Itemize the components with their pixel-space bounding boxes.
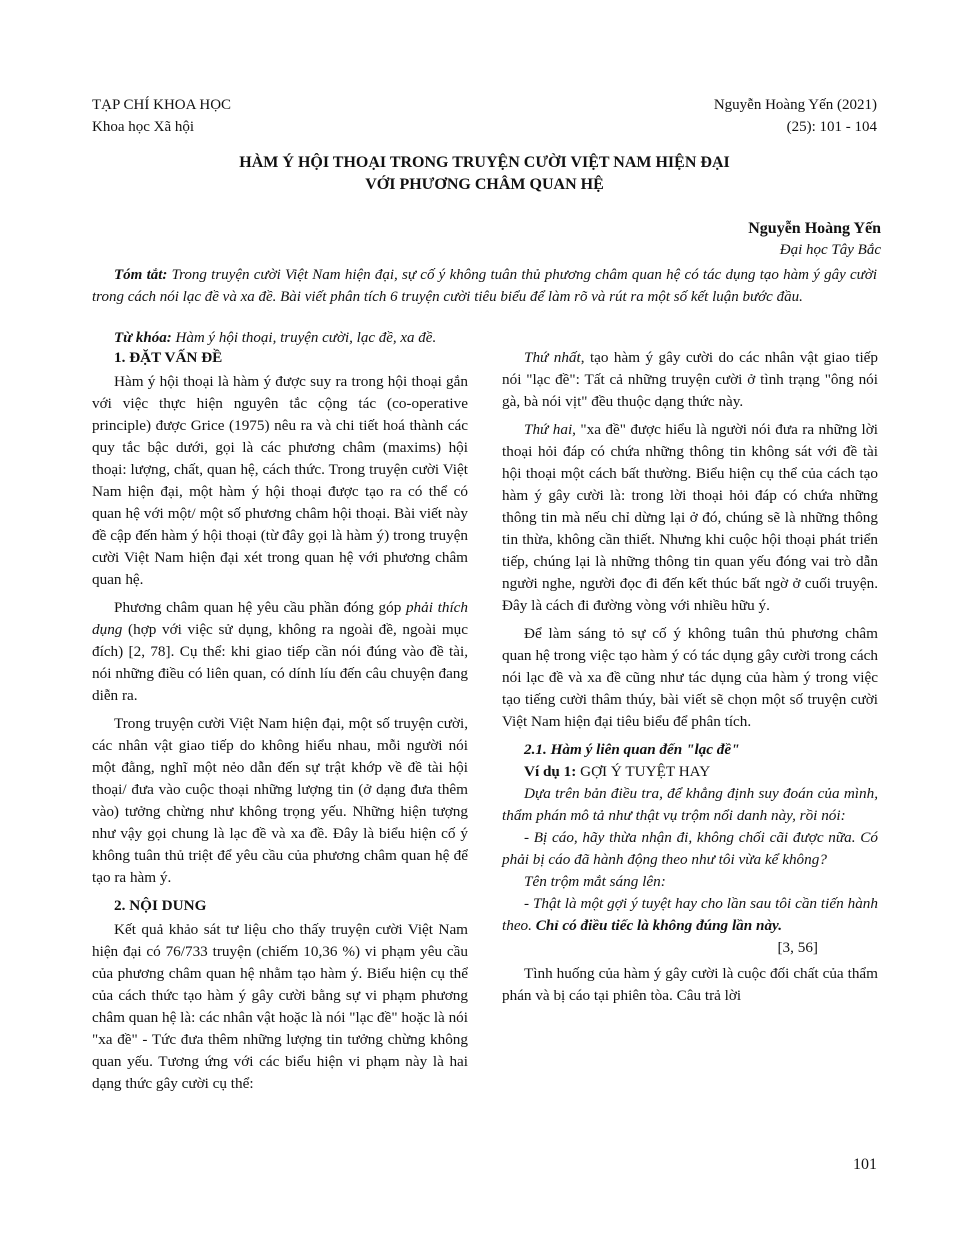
- example-name: GỢI Ý TUYỆT HAY: [576, 763, 711, 780]
- page-number: 101: [853, 1156, 877, 1173]
- quote-paragraph: - Bị cáo, hãy thừa nhận đi, không chối cãi được nữa. Có phải bị cáo đã hành động theo như tôi vừa kể không?: [502, 829, 878, 868]
- paragraph: Kết quả khảo sát tư liệu cho thấy truyện cười Việt Nam hiện đại có 76/733 truyện (chiếm 10,36 %) vi phạm yêu cầu của phương châm quan hệ nhằm tạo hàm ý. Biểu hiện cụ thể của cách thức tạo hàm ý gây cười bằng sự vi phạm phương châm quan hệ là: các nhân vật hoặc là nói "lạc đề" hoặc là nói "xa đề" - Tức đưa thêm những lượng tin tưởng chừng không quan yếu. Tương ứng với các biểu hiện vi phạm này là hai dạng thức gây cười cụ thể:: [92, 921, 468, 1092]
- citation: [3, 56]: [777, 939, 818, 956]
- abstract-label: Tóm tắt:: [114, 267, 168, 283]
- quote-paragraph: Tên trộm mắt sáng lên:: [524, 873, 666, 890]
- paragraph: Để làm sáng tỏ sự cố ý không tuân thủ phương châm quan hệ trong việc tạo hàm ý có tác dụng gây cười trong cách nói lạc đề và xa đề cũng như tác dụng của hàm ý trong việc tạo tiếng cười thâm thúy, bài viết sẽ chọn một số truyện cười Việt Nam hiện đại tiêu biểu để phân tích.: [502, 625, 878, 730]
- article-title-line2: VỚI PHƯƠNG CHÂM QUAN HỆ: [365, 176, 604, 193]
- paragraph: Trong truyện cười Việt Nam hiện đại, một số truyện cười, các nhân vật giao tiếp do không hiểu nhau, mỗi người nói một đằng, nghĩ một nẻo dẫn đến sự trật khớp về đề tài hội thoại/ đưa vào cuộc thoại những lượng tin (ở dạng đưa thêm vào) tưởng chừng như không trọng yếu. Những hiện tượng như vậy gọi chung là lạc đề và xa đề. Đây là biểu hiện cố ý không tuân thủ triệt để yêu cầu của phương châm quan hệ để tạo ra hàm ý.: [92, 715, 468, 886]
- text-span: , tạo hàm ý gây cười do các nhân vật giao tiếp nói "lạc đề": Tất cả những truyện cười ở tình trạng "ông nói gà, bà nói vịt" đều thuộc dạng thức này.: [502, 349, 879, 410]
- article-title-line1: HÀM Ý HỘI THOẠI TRONG TRUYỆN CƯỜI VIỆT NAM HIỆN ĐẠI: [239, 154, 730, 171]
- example-label: Ví dụ 1:: [524, 763, 577, 780]
- header-author-year: Nguyễn Hoàng Yến (2021): [713, 97, 877, 113]
- example-title: [502, 761, 878, 783]
- keywords-text: Hàm ý hội thoại, truyện cười, lạc đề, xa đề.: [171, 330, 437, 346]
- subsection-heading: 2.1. Hàm ý liên quan đến "lạc đề": [524, 741, 740, 758]
- text-span: Phương châm quan hệ yêu cầu phần đóng góp: [114, 599, 406, 616]
- emphasis: phải thích dụng: [92, 599, 468, 638]
- text-span: - Thật là một gợi ý tuyệt hay cho lần sau tôi cần tiến hành theo.: [502, 895, 878, 934]
- emphasis: Thứ hai: [524, 421, 573, 438]
- text-span: (hợp với việc sử dụng, không ra ngoài đề, ngoài mục đích) [2, 78]. Cụ thể: khi giao tiếp cần nói đúng vào đề tài, nói những điều có liên quan, có dính líu đến câu chuyện đang diễn ra.: [92, 621, 468, 704]
- emphasis: Thứ nhất: [524, 349, 581, 366]
- abstract: [92, 264, 877, 308]
- left-column: [92, 347, 468, 1101]
- journal-section: Khoa học Xã hội: [92, 119, 195, 135]
- journal-name: TẠP CHÍ KHOA HỌC: [92, 97, 232, 113]
- emphasis-bold: Chỉ có điều tiếc là không đúng lần này.: [535, 917, 783, 934]
- quote-paragraph: [502, 893, 878, 937]
- quote-paragraph: Dựa trên bản điều tra, để khẳng định suy đoán của mình, thẩm phán mô tả như thật vụ trộm nổi danh này, rồi nói:: [502, 785, 878, 824]
- paragraph: Hàm ý hội thoại là hàm ý được suy ra trong hội thoại gắn với việc thực hiện nguyên tắc cộng tác (co-operative principle) được Grice (1975) nêu ra và chi tiết hoá thành các quy tắc bậc dưới, gọi là các phương châm (maxims) hội thoại: lượng, chất, quan hệ, cách thức. Trong truyện cười Việt Nam hiện đại, một hàm ý hội thoại được tạo ra có thể có quan hệ với một/ một số phương châm hội thoại. Bài viết này đề cập đến hàm ý hội thoại (từ đây gọi là hàm ý) trong truyện cười Việt Nam hiện đại xét trong quan hệ với phương châm quan hệ.: [92, 373, 468, 588]
- paragraph: [502, 347, 878, 413]
- keywords: [92, 327, 877, 349]
- keywords-label: Từ khóa:: [114, 330, 172, 346]
- right-column: [502, 347, 878, 1013]
- author-affiliation: Đại học Tây Bắc: [779, 242, 881, 258]
- paragraph: [502, 419, 878, 617]
- author-name: Nguyễn Hoàng Yến: [748, 220, 881, 237]
- abstract-text: Trong truyện cười Việt Nam hiện đại, sự cố ý không tuân thủ phương châm quan hệ có tác dụng tạo hàm ý gây cười trong cách nói lạc đề và xa đề. Bài viết phân tích 6 truyện cười tiêu biểu để làm rõ và rút ra một số kết luận bước đầu.: [92, 267, 877, 305]
- paragraph: [92, 597, 468, 707]
- section-heading-content: 2. NỘI DUNG: [114, 897, 207, 914]
- text-span: , "xa đề" được hiểu là người nói đưa ra những lời thoại hỏi đáp có chứa những thông tin không sát với đề tài hội thoại một cách bất thường. Biểu hiện cụ thể của cách tạo hàm ý gây cười là: trong lời thoại hỏi đáp có chứa những thông tin mà nếu chỉ dừng lại ở đó, chúng sẽ là những thông tin thừa, không cần thiết. Nhưng khi cuộc hội thoại phát triển tiếp, chúng lại là những thông tin quan yếu đóng vai trò dẫn người nghe, người đọc đi đến kết thúc bất ngờ ở cuối truyện. Đây là cách đi đường vòng với nhiều hữu ý.: [502, 421, 879, 614]
- section-heading-intro: 1. ĐẶT VẤN ĐỀ: [114, 349, 223, 366]
- header-issue-pages: (25): 101 - 104: [786, 119, 877, 135]
- paragraph: Tình huống của hàm ý gây cười là cuộc đối chất của thẩm phán và bị cáo tại phiên tòa. Câu trả lời: [502, 965, 878, 1004]
